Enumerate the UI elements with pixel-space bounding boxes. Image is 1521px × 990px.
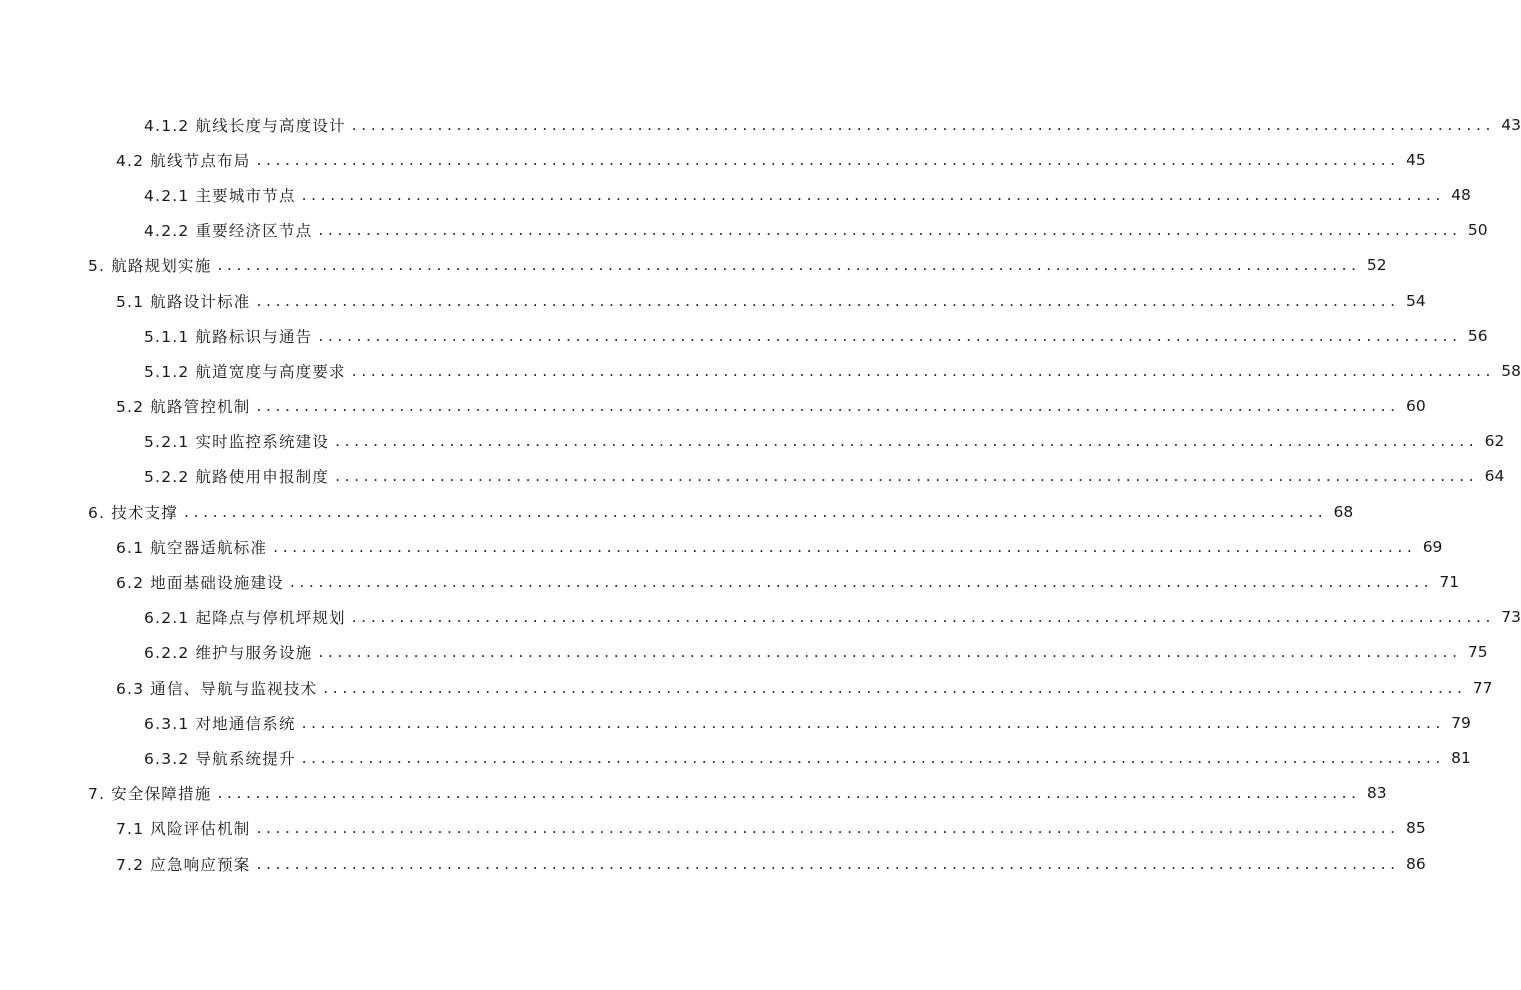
toc-section-title: 航路规划实施: [111, 257, 212, 276]
toc-entry-label: [116, 149, 250, 171]
toc-entry-label: [116, 536, 267, 558]
toc-section-title: 对地通信系统: [195, 714, 296, 733]
toc-entry[interactable]: [0, 670, 1493, 705]
toc-entry-content: [116, 536, 1443, 558]
toc-entry[interactable]: [0, 389, 1426, 424]
toc-dot-leader: ........................................................................................................................: [318, 643, 1462, 662]
toc-entry-label: [144, 219, 312, 241]
toc-dot-leader: ........................................................................................................................: [351, 608, 1496, 627]
toc-entry-label: [144, 430, 329, 452]
toc-page-number: 86: [1405, 854, 1426, 873]
toc-page-number: 52: [1366, 256, 1387, 275]
toc-entry-label: [116, 853, 250, 875]
toc-dot-leader: ........................................................................................................................: [351, 361, 1496, 380]
toc-section-number: 5.1.1: [144, 327, 190, 346]
toc-dot-leader: ........................................................................................................................: [335, 432, 1479, 451]
toc-section-number: 4.2.2: [144, 222, 190, 241]
toc-entry-label: [88, 254, 211, 276]
toc-entry-label: [144, 325, 312, 347]
toc-dot-leader: ........................................................................................................................: [273, 537, 1417, 556]
toc-entry[interactable]: [0, 107, 1521, 142]
toc-entry[interactable]: [0, 248, 1387, 283]
toc-page-number: 81: [1451, 748, 1471, 767]
toc-entry-label: [144, 360, 346, 382]
toc-dot-leader: ........................................................................................................................: [289, 573, 1434, 592]
toc-dot-leader: ........................................................................................................................: [301, 713, 1445, 732]
toc-entry-content: [144, 114, 1521, 136]
toc-section-number: 6.2.2: [144, 644, 190, 663]
toc-entry-label: [88, 501, 178, 523]
toc-page-number: 58: [1501, 361, 1521, 380]
toc-dot-leader: ........................................................................................................................: [256, 397, 1400, 416]
toc-entry[interactable]: [0, 740, 1471, 775]
toc-section-title: 技术支撑: [111, 503, 179, 522]
toc-entry[interactable]: [0, 705, 1471, 740]
toc-page-number: 68: [1333, 502, 1354, 521]
toc-dot-leader: ........................................................................................................................: [335, 467, 1479, 486]
toc-entry-label: [88, 782, 211, 804]
toc-section-number: 6.3: [116, 679, 145, 698]
toc-dot-leader: ........................................................................................................................: [256, 854, 1400, 873]
toc-entry-label: [144, 114, 346, 136]
toc-section-number: 5.: [88, 257, 106, 276]
toc-section-number: 6.3.1: [144, 714, 190, 733]
toc-page-number: 73: [1501, 608, 1521, 627]
toc-page-number: 48: [1451, 185, 1471, 204]
toc-dot-leader: ........................................................................................................................: [318, 221, 1462, 240]
toc-dot-leader: ........................................................................................................................: [217, 784, 1361, 803]
toc-section-title: 地面基础设施建设: [150, 574, 284, 593]
toc-section-number: 6.2.1: [144, 609, 190, 628]
toc-entry-content: [116, 149, 1426, 171]
toc-entry-content: [144, 641, 1488, 663]
toc-section-title: 主要城市节点: [195, 186, 296, 205]
toc-entry[interactable]: [0, 177, 1471, 212]
toc-section-number: 6.: [88, 503, 106, 522]
toc-section-number: 5.1: [116, 292, 145, 311]
toc-section-title: 重要经济区节点: [195, 222, 313, 241]
toc-entry-label: [116, 290, 250, 312]
toc-entry[interactable]: [0, 459, 1505, 494]
toc-entry-label: [144, 184, 296, 206]
toc-section-title: 起降点与停机坪规划: [195, 609, 346, 628]
toc-page-number: 77: [1472, 678, 1493, 697]
toc-section-number: 4.2.1: [144, 186, 190, 205]
toc-entry-label: [144, 641, 312, 663]
toc-section-number: 6.1: [116, 538, 145, 557]
toc-entry[interactable]: [0, 811, 1426, 846]
toc-entry-label: [116, 677, 317, 699]
toc-page-number: 56: [1467, 326, 1488, 345]
toc-page-number: 62: [1484, 432, 1505, 451]
toc-section-number: 6.3.2: [144, 749, 190, 768]
toc-dot-leader: ........................................................................................................................: [323, 678, 1467, 697]
toc-dot-leader: ........................................................................................................................: [301, 185, 1445, 204]
toc-entry[interactable]: [0, 776, 1387, 811]
toc-section-title: 应急响应预案: [150, 855, 251, 874]
toc-section-number: 5.2.1: [144, 433, 190, 452]
toc-page-number: 50: [1467, 221, 1488, 240]
toc-section-number: 6.2: [116, 574, 145, 593]
toc-section-title: 风险评估机制: [150, 820, 251, 839]
toc-entry-content: [144, 219, 1488, 241]
toc-section-title: 航线长度与高度设计: [195, 116, 346, 135]
toc-section-title: 实时监控系统建设: [195, 433, 330, 452]
toc-entry[interactable]: [0, 424, 1505, 459]
toc-entry-content: [88, 501, 1354, 523]
toc-entry-content: [116, 290, 1426, 312]
toc-page-number: 45: [1405, 150, 1426, 169]
toc-section-title: 安全保障措施: [111, 785, 212, 804]
toc-dot-leader: ........................................................................................................................: [217, 256, 1361, 275]
toc-section-number: 7.1: [116, 820, 145, 839]
toc-entry[interactable]: [0, 353, 1521, 388]
toc-dot-leader: ........................................................................................................................: [256, 291, 1400, 310]
toc-entry-content: [144, 325, 1488, 347]
toc-page-number: 54: [1405, 291, 1426, 310]
toc-section-title: 航路标识与通告: [195, 327, 313, 346]
toc-entry-label: [144, 606, 346, 628]
toc-entry[interactable]: [0, 600, 1521, 635]
toc-section-number: 7.: [88, 785, 106, 804]
toc-section-title: 航空器适航标准: [150, 538, 268, 557]
toc-entry[interactable]: [0, 529, 1443, 564]
toc-entry[interactable]: [0, 283, 1426, 318]
toc-entry[interactable]: [0, 635, 1488, 670]
toc-entry-label: [116, 817, 250, 839]
toc-section-number: 5.2: [116, 398, 145, 417]
toc-entry-content: [116, 677, 1493, 699]
toc-entry-content: [144, 465, 1505, 487]
toc-entry-content: [144, 747, 1471, 769]
toc-entry[interactable]: [0, 564, 1460, 599]
toc-dot-leader: ........................................................................................................................: [256, 819, 1400, 838]
toc-page-number: 69: [1422, 537, 1443, 556]
toc-section-title: 导航系统提升: [195, 749, 296, 768]
toc-section-number: 4.1.2: [144, 116, 190, 135]
toc-section-title: 航路使用申报制度: [195, 468, 330, 487]
toc-entry[interactable]: [0, 846, 1426, 881]
toc-entry[interactable]: [0, 213, 1488, 248]
toc-page-number: 83: [1366, 784, 1387, 803]
toc-section-title: 维护与服务设施: [195, 644, 313, 663]
toc-dot-leader: ........................................................................................................................: [351, 115, 1496, 134]
toc-section-title: 航路管控机制: [150, 398, 251, 417]
toc-page-number: 79: [1451, 713, 1471, 732]
toc-section-title: 通信、导航与监视技术: [150, 679, 318, 698]
toc-page-number: 75: [1467, 643, 1488, 662]
toc-section-title: 航道宽度与高度要求: [195, 362, 346, 381]
toc-entry-content: [144, 712, 1471, 734]
toc-entry-content: [88, 782, 1387, 804]
toc-entry-content: [88, 254, 1387, 276]
table-of-contents: [0, 107, 1521, 881]
toc-dot-leader: ........................................................................................................................: [318, 326, 1462, 345]
toc-entry-content: [144, 184, 1471, 206]
toc-section-number: 7.2: [116, 855, 145, 874]
toc-entry-label: [144, 712, 296, 734]
toc-dot-leader: ........................................................................................................................: [301, 748, 1445, 767]
toc-section-title: 航线节点布局: [150, 151, 251, 170]
toc-entry-content: [144, 430, 1505, 452]
toc-section-number: 4.2: [116, 151, 145, 170]
toc-page-number: 64: [1484, 467, 1505, 486]
toc-page-number: 60: [1405, 397, 1426, 416]
toc-entry-content: [116, 395, 1426, 417]
toc-entry[interactable]: [0, 318, 1488, 353]
toc-page-number: 85: [1405, 819, 1426, 838]
toc-dot-leader: ........................................................................................................................: [184, 502, 1328, 521]
toc-entry-content: [144, 606, 1521, 628]
toc-entry-label: [116, 395, 250, 417]
toc-page-number: 71: [1439, 573, 1460, 592]
toc-entry-content: [116, 571, 1460, 593]
toc-dot-leader: ........................................................................................................................: [256, 150, 1400, 169]
toc-entry-content: [116, 817, 1426, 839]
toc-entry-content: [116, 853, 1426, 875]
toc-entry-content: [144, 360, 1521, 382]
toc-entry-label: [144, 465, 329, 487]
toc-section-number: 5.1.2: [144, 362, 190, 381]
toc-entry-label: [116, 571, 284, 593]
toc-section-title: 航路设计标准: [150, 292, 251, 311]
toc-page-number: 43: [1501, 115, 1521, 134]
toc-entry-label: [144, 747, 296, 769]
toc-section-number: 5.2.2: [144, 468, 190, 487]
toc-entry[interactable]: [0, 142, 1426, 177]
toc-entry[interactable]: [0, 494, 1354, 529]
